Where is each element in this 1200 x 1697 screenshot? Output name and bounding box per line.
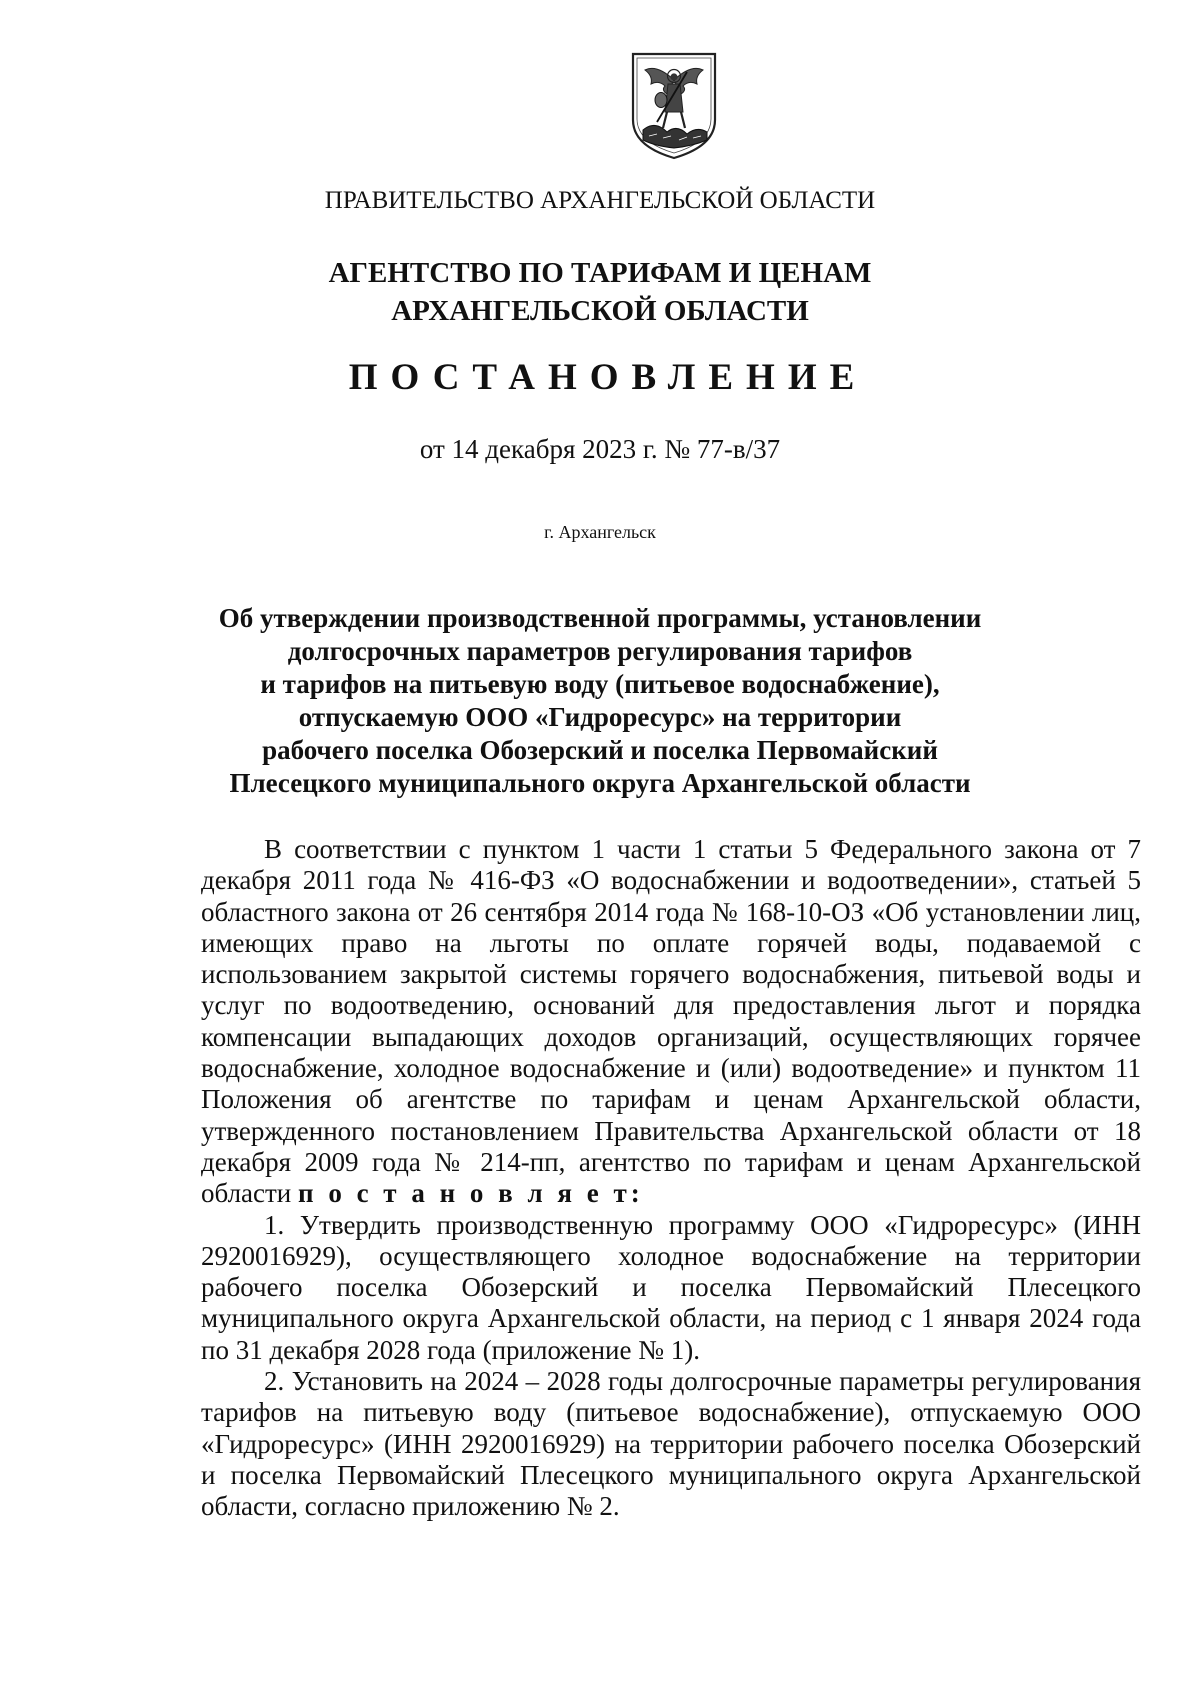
preamble-paragraph [201, 834, 1141, 1210]
agency-name-line-1: АГЕНТСТВО ПО ТАРИФАМ И ЦЕНАМ [328, 257, 872, 289]
document-date-number: от 14 декабря 2023 г. № 77-в/37 [419, 434, 781, 464]
preamble-text: В соответствии с пунктом 1 части 1 статьи 5 Федерального закона от 7 декабря 2011 года № 416-ФЗ «О водоснабжении и водоотведении», статьей 5 областного закона от 26 сентября 2014 года № 168-10-ОЗ «Об установлении лиц, имеющих право на льготы по оплате горячей воды, подаваемой с использованием закрытой системы горячего водоснабжения, питьевой воды и услуг по водоотведению, оснований для предоставления льгот и порядка компенсации выпадающих доходов организаций, осуществляющих горячее водоснабжение, холодное водоснабжение и (или) водоотведение» и пунктом 11 Положения об агентстве по тарифам и ценам Архангельской области, утвержденного постановлением Правительства Архангельской области от 18 декабря 2009 года № 214-пп, агентство по тарифам и ценам Архангельской области [201, 834, 1141, 1209]
document-body [201, 834, 1141, 1523]
document-type-title: ПОСТАНОВЛЕНИЕ [348, 357, 868, 398]
subject-line-1: Об утверждении производственной программы, установлении [218, 603, 982, 633]
government-name: ПРАВИТЕЛЬСТВО АРХАНГЕЛЬСКОЙ ОБЛАСТИ [324, 187, 876, 214]
item-1-paragraph: 1. Утвердить производственную программу ООО «Гидроресурс» (ИНН 2920016929), осуществляющего холодное водоснабжение на территории рабочего поселка Обозерский и поселка Первомайский Плесецкого муниципального округа Архангельской области, на период с 1 января 2024 года по 31 декабря 2028 года (приложение № 1). [201, 1209, 1141, 1365]
resolves-keyword: п о с т а н о в л я е т: [298, 1178, 644, 1209]
subject-line-3: и тарифов на питьевую воду (питьевое водоснабжение), [260, 669, 940, 699]
subject-line-4: отпускаемую ООО «Гидроресурс» на территории [298, 702, 902, 732]
document-city: г. Архангельск [544, 522, 656, 542]
subject-line-2: долгосрочных параметров регулирования тарифов [287, 636, 913, 666]
agency-name-line-2: АРХАНГЕЛЬСКОЙ ОБЛАСТИ [391, 295, 809, 327]
item-2-paragraph: 2. Установить на 2024 – 2028 годы долгосрочные параметры регулирования тарифов на питьевую воду (питьевое водоснабжение), отпускаемую ООО «Гидроресурс» (ИНН 2920016929) на территории рабочего поселка Обозерский и поселка Первомайский Плесецкого муниципального округа Архангельской области, согласно приложению № 2. [201, 1366, 1141, 1522]
subject-line-5: рабочего поселка Обозерский и поселка Первомайский [262, 735, 938, 765]
subject-line-6: Плесецкого муниципального округа Архангельской области [229, 768, 971, 798]
document-subject [0, 602, 1200, 800]
agency-name [0, 254, 1200, 330]
coat-of-arms-emblem-icon [627, 50, 721, 162]
